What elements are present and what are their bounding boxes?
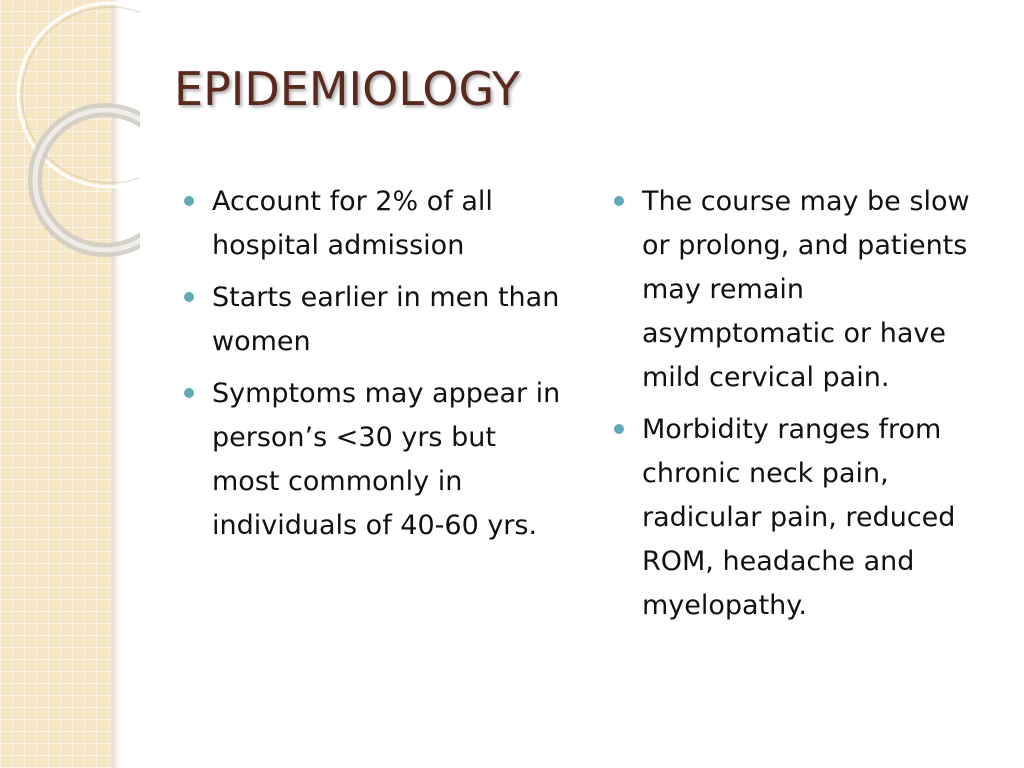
bullet-dot-icon: [614, 196, 624, 206]
bullet-text: Morbidity ranges from chronic neck pain, radicular pain, reduced ROM, headache and myelopathy.: [642, 414, 956, 621]
bullet-dot-icon: [184, 292, 194, 302]
bullet-text: Starts earlier in men than women: [212, 282, 560, 357]
bullet-text: The course may be slow or prolong, and patients may remain asymptomatic or have mild cervical pain.: [642, 186, 970, 393]
list-item: [182, 180, 562, 268]
list-item: [612, 408, 1002, 628]
bullet-text: Account for 2% of all hospital admission: [212, 186, 493, 261]
bullet-text: Symptoms may appear in person’s <30 yrs but most commonly in individuals of 40-60 yrs.: [212, 378, 561, 541]
list-item: [612, 180, 1002, 400]
list-item: [182, 372, 562, 548]
bullet-dot-icon: [184, 196, 194, 206]
left-bullet-list: [182, 180, 562, 556]
bullet-dot-icon: [614, 424, 624, 434]
list-item: [182, 276, 562, 364]
decorative-rings: [0, 0, 140, 260]
slide-title: EPIDEMIOLOGY: [174, 62, 520, 116]
bullet-dot-icon: [184, 388, 194, 398]
right-bullet-list: [612, 180, 1002, 636]
